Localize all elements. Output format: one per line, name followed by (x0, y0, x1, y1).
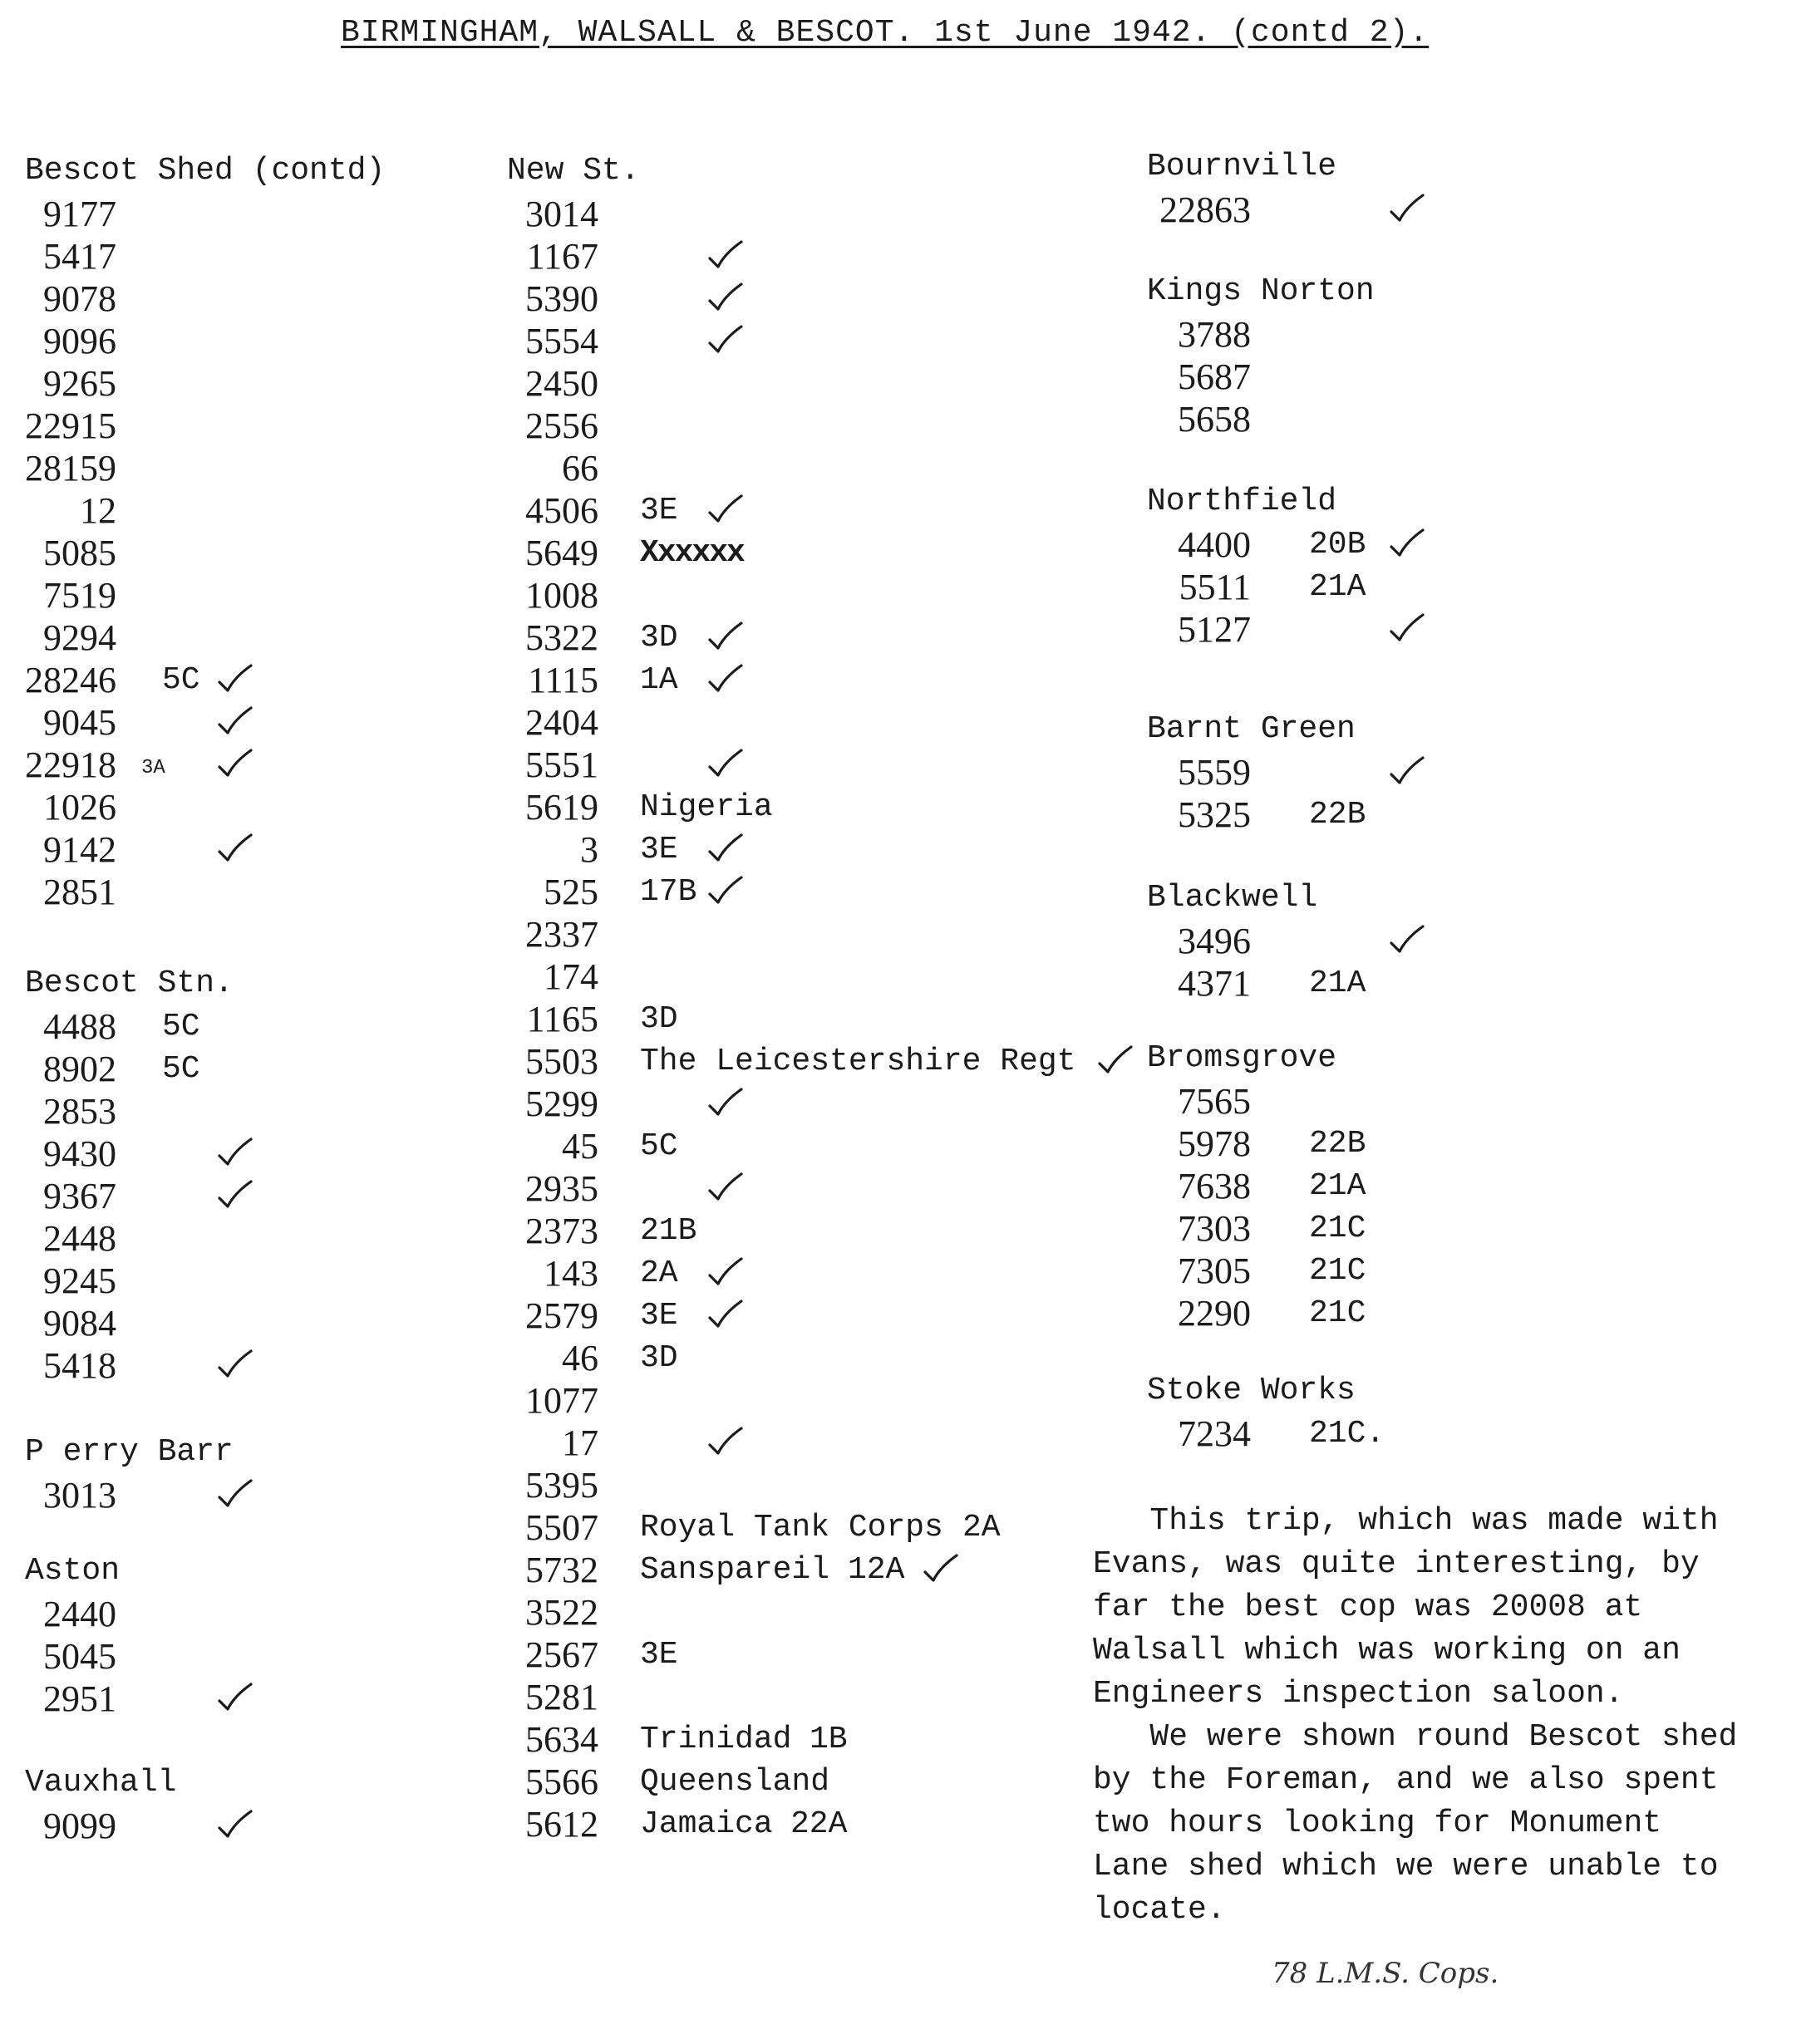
engine-number: 7638 (1178, 1166, 1251, 1206)
engine-number: 7234 (1178, 1413, 1251, 1454)
check-mark-icon (706, 1086, 743, 1119)
engine-number: 4400 (1178, 524, 1251, 565)
engine-number: 5554 (525, 321, 598, 361)
engine-number: 5732 (525, 1550, 598, 1590)
check-mark-icon (706, 1255, 743, 1289)
engine-number: 5649 (525, 533, 598, 573)
check-mark-icon (922, 1552, 958, 1585)
engine-number: 9084 (43, 1303, 116, 1344)
engine-entry (25, 1175, 234, 1217)
section (25, 1431, 234, 1516)
section-title: Kings Norton (1147, 273, 1375, 309)
engine-number: 22915 (25, 405, 116, 446)
check-mark-icon (706, 1171, 743, 1204)
trip-note: This trip, which was made with Evans, was quite interesting, by far the best cop was 20008 at Walsall which was working on an Engineers inspection saloon. We were shown round Bescot shed by the Foreman, and we also spent two hours looking for Monument Lane shed which we were unable to locate. (1093, 1503, 1738, 1928)
engine-number: 4371 (1178, 963, 1251, 1004)
engine-entry (25, 659, 385, 701)
engine-entry (507, 1761, 830, 1803)
engine-entry (25, 532, 385, 574)
engine-number: 5299 (525, 1083, 598, 1124)
engine-entry (1147, 962, 1366, 1005)
shed-code: 21C (1309, 1211, 1366, 1246)
engine-number: 1008 (525, 575, 598, 616)
engine-entry (25, 193, 385, 235)
engine-entry (507, 447, 640, 489)
engine-number: 28159 (25, 448, 116, 489)
engine-number: 28246 (25, 660, 116, 700)
check-mark-icon (216, 747, 253, 780)
engine-entry (25, 701, 385, 744)
engine-entry (1147, 1292, 1366, 1334)
engine-entry (1147, 189, 1336, 231)
shed-code: 21C (1309, 1295, 1366, 1331)
engine-entry (25, 786, 385, 828)
engine-entry (25, 489, 385, 532)
section-title: Bournville (1147, 149, 1337, 184)
engine-entry (507, 913, 640, 956)
section (507, 150, 1076, 1845)
engine-number: 3014 (525, 194, 598, 234)
engine-number: 2579 (525, 1295, 598, 1336)
check-mark-icon (1388, 192, 1425, 225)
engine-entry (25, 1260, 234, 1302)
engine-entry (507, 1549, 905, 1591)
engine-number: 8902 (43, 1049, 116, 1089)
shed-code: 2A (640, 1255, 678, 1291)
check-mark-icon (706, 1298, 743, 1331)
engine-number: 5507 (525, 1507, 598, 1548)
check-mark-icon (706, 747, 743, 780)
check-mark-icon (216, 1477, 253, 1511)
engine-entry (507, 574, 640, 617)
engine-number: 9142 (43, 829, 116, 870)
engine-number: 2567 (525, 1634, 598, 1675)
engine-entry (507, 1676, 640, 1718)
engine-number: 7519 (43, 575, 116, 616)
shed-code: 1A (640, 662, 678, 698)
shed-code: 12A (848, 1552, 905, 1588)
engine-entry (25, 405, 385, 447)
shed-code: 21B (640, 1213, 697, 1249)
engine-entry (25, 744, 385, 786)
shed-code: 5C (162, 1009, 200, 1044)
engine-entry (25, 1593, 120, 1635)
section (1147, 1369, 1385, 1455)
engine-entry (1147, 523, 1366, 566)
shed-code: 5C (162, 1051, 200, 1087)
engine-number: 5978 (1178, 1123, 1251, 1164)
engine-entry (507, 489, 678, 532)
engine-number: 9177 (43, 194, 116, 234)
engine-number: 1167 (526, 236, 598, 277)
engine-number: 2404 (525, 702, 598, 743)
engine-number: 17 (562, 1422, 598, 1463)
engine-number: 5045 (43, 1636, 116, 1677)
engine-number: 174 (544, 956, 598, 997)
engine-number: 3496 (1178, 921, 1251, 961)
engine-entry (25, 574, 385, 617)
engine-number: 2935 (525, 1168, 598, 1209)
check-mark-icon (706, 662, 743, 695)
engine-number: 9265 (43, 363, 116, 404)
shed-code: 5C (162, 662, 200, 698)
engine-number: 2440 (43, 1594, 116, 1634)
section-title: New St. (507, 153, 640, 189)
engine-number: 5619 (525, 787, 598, 828)
section-title: Stoke Works (1147, 1373, 1356, 1408)
engine-number: 66 (562, 448, 598, 489)
engine-entry (1147, 1207, 1366, 1250)
page-title: BIRMINGHAM, WALSALL & BESCOT. 1st June 1942. (contd 2). (341, 15, 1430, 51)
shed-code: 3E (640, 493, 678, 528)
engine-entry (507, 1252, 678, 1295)
section-title: P erry Barr (25, 1434, 234, 1470)
check-mark-icon (706, 620, 743, 653)
engine-entry (25, 1217, 234, 1260)
check-mark-icon (1388, 923, 1425, 956)
engine-number: 1115 (528, 660, 598, 700)
engine-entry (507, 786, 773, 828)
engine-entry (507, 405, 640, 447)
engine-entry (507, 1040, 1076, 1083)
engine-entry (507, 1464, 640, 1506)
engine-name: Trinidad (640, 1722, 792, 1757)
section (25, 1761, 176, 1847)
engine-entry (507, 1422, 640, 1464)
engine-number: 5658 (1178, 399, 1251, 440)
check-mark-icon (216, 832, 253, 865)
shed-code: 3A (141, 757, 165, 779)
engine-entry (507, 701, 640, 744)
engine-number: 1026 (43, 787, 116, 828)
engine-entry (507, 956, 640, 998)
check-mark-icon (1388, 612, 1425, 645)
engine-entry (25, 1005, 234, 1048)
engine-entry (507, 1295, 678, 1337)
engine-number: 9099 (43, 1806, 116, 1846)
check-mark-icon (216, 1136, 253, 1169)
section-title: Bromsgrove (1147, 1040, 1337, 1076)
engine-entry (507, 1210, 697, 1252)
engine-number: 5559 (1178, 752, 1251, 793)
section (1147, 1037, 1366, 1334)
section (1147, 270, 1375, 440)
section-title: Barnt Green (1147, 711, 1356, 747)
engine-entry (507, 1803, 848, 1845)
engine-number: 3788 (1178, 314, 1251, 355)
engine-entry (1147, 1250, 1366, 1292)
check-mark-icon (706, 1425, 743, 1458)
section-title: Vauxhall (25, 1765, 177, 1801)
engine-entry (1147, 608, 1336, 651)
engine-number: 22863 (1159, 189, 1251, 230)
section (25, 1550, 120, 1720)
engine-entry (25, 362, 385, 405)
engine-entry (25, 1805, 176, 1847)
engine-entry (1147, 920, 1317, 962)
engine-entry (507, 1125, 678, 1167)
engine-name: Queensland (640, 1764, 830, 1800)
section-title: Northfield (1147, 484, 1337, 519)
shed-code: 22B (1309, 1126, 1366, 1162)
engine-number: 46 (562, 1338, 598, 1378)
engine-number: 7565 (1178, 1081, 1251, 1122)
shed-code: 1B (810, 1722, 848, 1757)
engine-entry (507, 1506, 1001, 1549)
check-mark-icon (706, 281, 743, 314)
engine-number: 5566 (525, 1761, 598, 1802)
engine-entry (507, 1337, 678, 1379)
section (25, 962, 234, 1387)
engine-entry (25, 278, 385, 320)
engine-number: 5511 (1179, 567, 1251, 607)
engine-number: 3 (580, 829, 598, 870)
engine-entry (507, 235, 640, 278)
engine-entry (1147, 566, 1366, 608)
engine-name: Sanspareil (640, 1552, 830, 1588)
engine-number: 3013 (43, 1475, 116, 1516)
shed-code: 3E (640, 832, 678, 867)
engine-number: 7303 (1178, 1208, 1251, 1249)
check-mark-icon (706, 323, 743, 356)
engine-number: 5612 (525, 1804, 598, 1845)
engine-entry (25, 1635, 120, 1678)
engine-number: 5417 (43, 236, 116, 277)
check-mark-icon (706, 874, 743, 907)
engine-entry (25, 1048, 234, 1090)
engine-number: 12 (80, 490, 116, 531)
shed-code: 3E (640, 1298, 678, 1334)
shed-code: 2A (962, 1510, 1001, 1545)
engine-entry (507, 1591, 640, 1634)
shed-code: 21C (1309, 1253, 1366, 1289)
engine-entry (25, 1678, 120, 1720)
section-title: Aston (25, 1553, 121, 1589)
engine-entry (507, 320, 640, 362)
engine-entry (25, 1090, 234, 1133)
engine-name: Nigeria (640, 789, 773, 825)
engine-name: The Leicestershire Regt (640, 1044, 1076, 1079)
engine-entry (507, 998, 678, 1040)
shed-code: 21C. (1309, 1416, 1385, 1452)
engine-entry (1147, 1413, 1385, 1455)
engine-entry (507, 193, 640, 235)
shed-code: 3E (640, 1637, 678, 1673)
engine-entry (507, 362, 640, 405)
engine-number: 2448 (43, 1218, 116, 1259)
engine-entry (1147, 794, 1366, 836)
section (1147, 708, 1366, 836)
engine-number: 2556 (525, 405, 598, 446)
engine-number: 1165 (526, 999, 598, 1039)
check-mark-icon (216, 1681, 253, 1714)
engine-entry (25, 447, 385, 489)
engine-number: 4506 (525, 490, 598, 531)
engine-entry (1147, 356, 1375, 398)
engine-entry (507, 278, 640, 320)
section (1147, 877, 1366, 1005)
engine-number: 2290 (1178, 1293, 1251, 1334)
engine-entry (507, 1718, 848, 1761)
shed-code: 21A (1309, 569, 1366, 605)
signature: 78 L.M.S. Cops. (1272, 1957, 1499, 1990)
engine-number: 5127 (1178, 609, 1251, 650)
section-title: Bescot Shed (contd) (25, 153, 386, 189)
engine-entry (1147, 751, 1356, 794)
shed-code: 20B (1309, 527, 1366, 563)
engine-number: 5281 (525, 1677, 598, 1717)
engine-number: 9096 (43, 321, 116, 361)
engine-number: 5390 (525, 278, 598, 319)
section (25, 150, 385, 913)
shed-code: 3D (640, 1001, 678, 1037)
shed-code: 21A (1309, 1168, 1366, 1204)
shed-code: 21A (1309, 965, 1366, 1001)
engine-entry (1147, 313, 1375, 356)
engine-number: 9045 (43, 702, 116, 743)
engine-number: 5503 (525, 1041, 598, 1082)
shed-code: 3D (640, 620, 678, 656)
engine-number: 5085 (43, 533, 116, 573)
check-mark-icon (216, 1348, 253, 1381)
engine-number: 2373 (525, 1211, 598, 1251)
engine-entry (507, 1379, 640, 1422)
engine-entry (507, 659, 678, 701)
shed-code: 17B (640, 874, 697, 910)
engine-entry (25, 871, 385, 913)
engine-name: Jamaica (640, 1806, 773, 1842)
check-mark-icon (706, 238, 743, 272)
engine-number: 2853 (43, 1091, 116, 1132)
check-mark-icon (706, 493, 743, 526)
engine-entry (507, 1634, 678, 1676)
engine-name: Royal Tank Corps (640, 1510, 943, 1545)
engine-number: 143 (544, 1253, 598, 1294)
shed-code: 5C (640, 1128, 678, 1164)
engine-entry (1147, 398, 1375, 440)
check-mark-icon (1096, 1044, 1133, 1077)
engine-number: 5322 (525, 617, 598, 658)
engine-entry (1147, 1123, 1366, 1165)
check-mark-icon (216, 1178, 253, 1211)
engine-entry (507, 1083, 640, 1125)
engine-number: 5325 (1178, 794, 1251, 835)
engine-entry (507, 871, 697, 913)
engine-entry (1147, 1165, 1366, 1207)
engine-number: 2851 (43, 872, 116, 912)
check-mark-icon (1388, 754, 1425, 788)
section (1147, 145, 1336, 231)
struck-out-text: Xxxxxx (640, 535, 744, 571)
shed-code: 22B (1309, 797, 1366, 833)
section-title: Bescot Stn. (25, 965, 234, 1001)
engine-entry (25, 1474, 234, 1516)
engine-number: 2450 (525, 363, 598, 404)
check-mark-icon (216, 662, 253, 695)
engine-entry (25, 1133, 234, 1175)
engine-entry (507, 532, 744, 574)
engine-number: 5418 (43, 1345, 116, 1386)
check-mark-icon (216, 705, 253, 738)
section-title: Blackwell (1147, 880, 1318, 916)
engine-number: 3522 (525, 1592, 598, 1633)
engine-entry (25, 1344, 234, 1387)
engine-number: 5687 (1178, 356, 1251, 397)
engine-number: 4488 (43, 1006, 116, 1047)
engine-number: 2951 (43, 1678, 116, 1719)
engine-entry (1147, 1080, 1336, 1123)
engine-entry (25, 828, 385, 871)
check-mark-icon (216, 1808, 253, 1841)
engine-number: 45 (562, 1126, 598, 1167)
engine-number: 5551 (525, 744, 598, 785)
engine-entry (25, 320, 385, 362)
section (1147, 480, 1366, 651)
engine-entry (25, 235, 385, 278)
engine-number: 5395 (525, 1465, 598, 1506)
engine-number: 9367 (43, 1176, 116, 1216)
engine-entry (25, 1302, 234, 1344)
engine-number: 9294 (43, 617, 116, 658)
check-mark-icon (1388, 527, 1425, 560)
shed-code: 22A (790, 1806, 848, 1842)
engine-entry (507, 828, 678, 871)
engine-number: 1077 (525, 1380, 598, 1421)
shed-code: 3D (640, 1340, 678, 1376)
engine-number: 9078 (43, 278, 116, 319)
engine-number: 9245 (43, 1260, 116, 1301)
engine-entry (507, 1167, 640, 1210)
engine-entry (507, 617, 678, 659)
check-mark-icon (706, 832, 743, 865)
engine-entry (25, 617, 385, 659)
engine-number: 5634 (525, 1719, 598, 1760)
engine-entry (507, 744, 640, 786)
engine-number: 525 (544, 872, 598, 912)
engine-number: 22918 (25, 744, 116, 785)
engine-number: 9430 (43, 1133, 116, 1174)
engine-number: 2337 (525, 914, 598, 955)
engine-number: 7305 (1178, 1250, 1251, 1291)
